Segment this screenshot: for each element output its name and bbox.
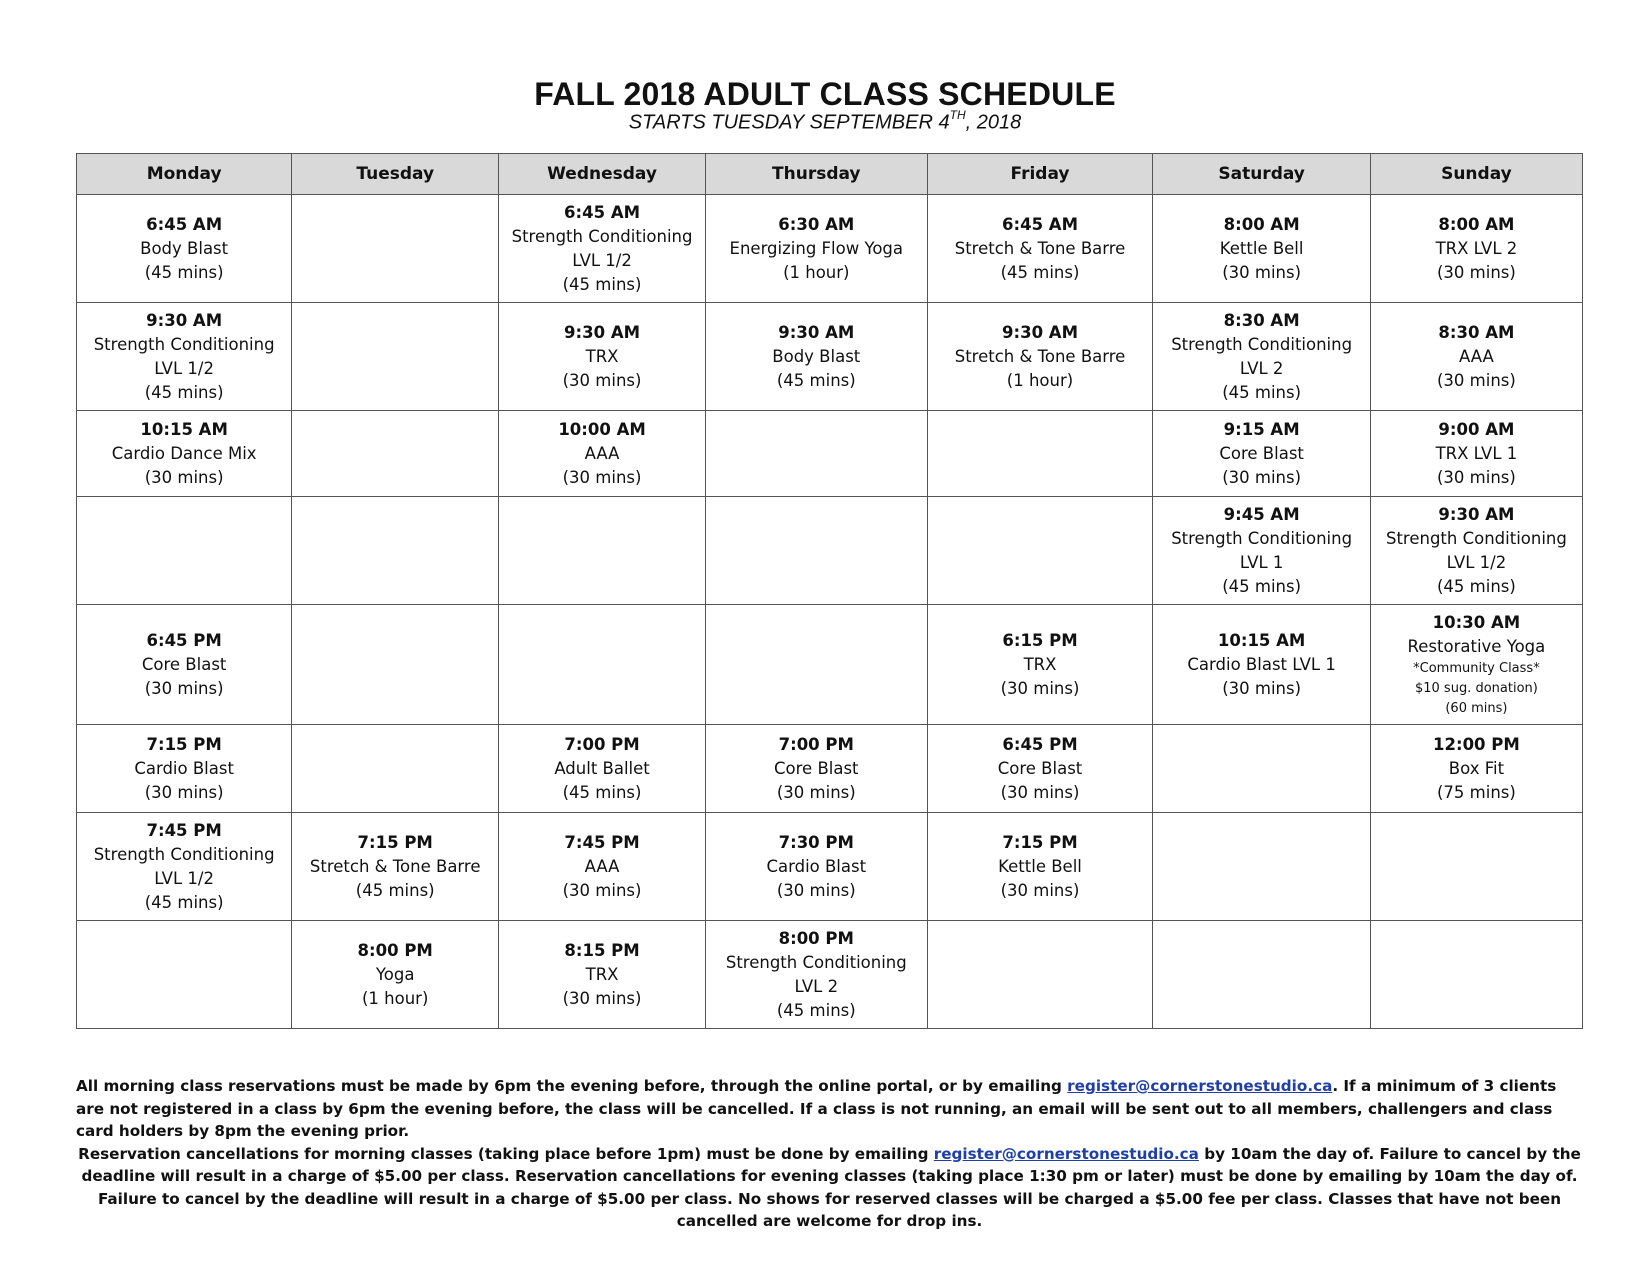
class-duration: (45 mins) <box>144 262 224 282</box>
subtitle-superscript: TH <box>949 108 966 122</box>
class-name: TRX <box>1023 654 1057 674</box>
class-slot <box>927 725 1153 813</box>
class-duration: (30 mins) <box>1222 467 1302 487</box>
class-duration: (30 mins) <box>144 467 224 487</box>
class-slot <box>1370 195 1582 303</box>
empty-slot <box>705 411 927 497</box>
class-duration: (30 mins) <box>1000 678 1080 698</box>
class-duration: (30 mins) <box>1000 880 1080 900</box>
class-time: 9:30 AM <box>778 322 855 342</box>
class-duration: (30 mins) <box>1437 467 1516 487</box>
class-time: 6:45 PM <box>146 630 222 650</box>
empty-slot <box>292 605 499 725</box>
class-name: Body Blast <box>772 346 861 366</box>
class-time: 7:00 PM <box>564 734 640 754</box>
empty-slot <box>499 497 706 605</box>
class-name: Cardio Blast <box>134 758 234 778</box>
schedule-row <box>77 813 1583 921</box>
class-name: Restorative Yoga <box>1407 636 1546 656</box>
class-time: 7:45 PM <box>564 832 640 852</box>
schedule-row <box>77 411 1583 497</box>
class-duration: (75 mins) <box>1437 782 1516 802</box>
class-slot <box>1370 605 1582 725</box>
class-duration: (45 mins) <box>144 382 224 402</box>
class-duration: (30 mins) <box>562 880 642 900</box>
class-time: 7:15 PM <box>146 734 222 754</box>
class-time: 9:30 AM <box>564 322 641 342</box>
class-time: 6:45 AM <box>564 202 641 222</box>
empty-slot <box>292 195 499 303</box>
class-duration: (45 mins) <box>1437 576 1516 596</box>
class-duration: (1 hour) <box>783 262 850 282</box>
class-note: (60 mins) <box>1445 700 1508 716</box>
class-time: 9:30 AM <box>1438 504 1515 524</box>
class-time: 8:30 AM <box>1223 310 1300 330</box>
class-time: 8:00 AM <box>1438 214 1515 234</box>
class-slot <box>927 195 1153 303</box>
class-name: Strength Conditioning <box>1171 334 1353 354</box>
class-slot <box>499 921 706 1029</box>
day-header-tuesday: Tuesday <box>292 154 499 195</box>
class-slot <box>705 303 927 411</box>
class-name: LVL 1/2 <box>154 868 214 888</box>
class-name: Body Blast <box>140 238 229 258</box>
class-duration: (45 mins) <box>562 782 642 802</box>
class-duration: (30 mins) <box>144 678 224 698</box>
empty-slot <box>1153 725 1370 813</box>
schedule-table <box>76 153 1583 1029</box>
class-slot <box>499 411 706 497</box>
class-time: 12:00 PM <box>1433 734 1520 754</box>
class-slot <box>705 921 927 1029</box>
email-link[interactable]: register@cornerstonestudio.ca <box>933 1144 1199 1163</box>
empty-slot <box>292 411 499 497</box>
empty-slot <box>1370 921 1582 1029</box>
class-slot <box>705 195 927 303</box>
empty-slot <box>77 921 292 1029</box>
class-time: 9:30 AM <box>1002 322 1078 342</box>
empty-slot <box>499 605 706 725</box>
reservation-policy-text-cont: . If a minimum of 3 clients are not registered in a class by 6pm the evening before, the class will be cancelled. If a class is not running, an email will be sent out to all members, challengers and class card holders by 8pm the evening prior. <box>76 1077 1557 1140</box>
schedule-row <box>77 921 1583 1029</box>
class-name: AAA <box>584 443 620 463</box>
class-duration: (30 mins) <box>562 467 642 487</box>
class-name: LVL 1/2 <box>154 358 214 378</box>
class-slot <box>1153 605 1370 725</box>
policy-notes <box>76 1075 1583 1233</box>
class-time: 8:00 PM <box>357 940 433 960</box>
class-time: 7:45 PM <box>146 820 222 840</box>
class-slot <box>292 813 499 921</box>
class-name: Stretch & Tone Barre <box>954 346 1126 366</box>
class-name: AAA <box>584 856 620 876</box>
class-name: Strength Conditioning <box>93 844 275 864</box>
subtitle-year: , 2018 <box>965 111 1022 134</box>
class-name: Strength Conditioning <box>725 952 907 972</box>
class-slot <box>499 813 706 921</box>
class-note: *Community Class* <box>1413 660 1540 676</box>
class-slot <box>499 195 706 303</box>
class-name: Core Blast <box>141 654 227 674</box>
class-name: TRX <box>585 964 619 984</box>
class-duration: (30 mins) <box>1437 262 1516 282</box>
cancellation-policy-text-cont: by 10am the day of. Failure to cancel by the deadline will result in a charge of $5.00 per class. Reservation cancellations for evening classes (taking place 1:30 pm or later) must be done by emailing by 10am the day of. Failure to cancel by the deadline will result in a charge of $5.00 per class. No shows for reserved classes will be charged a $5.00 fee per class. Classes that have not been cancelled are welcome for drop ins. <box>81 1144 1581 1230</box>
class-name: LVL 1/2 <box>1446 552 1507 572</box>
class-time: 9:00 AM <box>1438 419 1515 439</box>
day-header-friday: Friday <box>927 154 1153 195</box>
class-name: Kettle Bell <box>998 856 1082 876</box>
class-duration: (45 mins) <box>355 880 435 900</box>
class-slot <box>1153 411 1370 497</box>
class-duration: (30 mins) <box>562 370 642 390</box>
class-time: 8:30 AM <box>1438 322 1515 342</box>
class-name: Core Blast <box>997 758 1083 778</box>
cancellation-policy-text: Reservation cancellations for morning classes (taking place before 1pm) must be done by emailing <box>78 1144 934 1163</box>
class-name: TRX LVL 1 <box>1435 443 1518 463</box>
cancellation-policy <box>76 1143 1583 1233</box>
class-slot <box>705 725 927 813</box>
class-time: 9:15 AM <box>1223 419 1300 439</box>
class-slot <box>1370 411 1582 497</box>
class-name: Stretch & Tone Barre <box>954 238 1126 258</box>
email-link[interactable]: register@cornerstonestudio.ca <box>1067 1077 1333 1095</box>
class-name: Box Fit <box>1448 758 1505 778</box>
day-header-wednesday: Wednesday <box>499 154 706 195</box>
class-time: 10:15 AM <box>1217 630 1306 650</box>
class-duration: (30 mins) <box>1222 262 1302 282</box>
class-duration: (30 mins) <box>562 988 642 1008</box>
class-duration: (45 mins) <box>776 370 856 390</box>
class-duration: (30 mins) <box>1437 370 1516 390</box>
day-header-monday: Monday <box>77 154 292 195</box>
empty-slot <box>292 725 499 813</box>
class-time: 8:00 AM <box>1223 214 1300 234</box>
class-time: 9:45 AM <box>1223 504 1300 524</box>
class-time: 6:45 PM <box>1002 734 1078 754</box>
class-time: 6:45 AM <box>1002 214 1078 234</box>
class-name: LVL 1 <box>1239 552 1284 572</box>
class-name: Stretch & Tone Barre <box>309 856 481 876</box>
empty-slot <box>1370 813 1582 921</box>
class-duration: (45 mins) <box>776 1000 856 1020</box>
day-header-row <box>77 154 1583 195</box>
class-slot <box>77 725 292 813</box>
class-name: Yoga <box>375 964 415 984</box>
schedule-row <box>77 605 1583 725</box>
class-name: TRX LVL 2 <box>1435 238 1518 258</box>
class-slot <box>77 605 292 725</box>
class-name: LVL 1/2 <box>572 250 632 270</box>
class-duration: (30 mins) <box>144 782 224 802</box>
class-slot <box>1153 303 1370 411</box>
class-name: Core Blast <box>774 758 859 778</box>
subtitle-text: STARTS TUESDAY SEPTEMBER 4 <box>628 111 950 134</box>
class-duration: (30 mins) <box>1000 782 1080 802</box>
empty-slot <box>292 497 499 605</box>
class-slot <box>77 303 292 411</box>
class-name: LVL 2 <box>1239 358 1284 378</box>
empty-slot <box>292 303 499 411</box>
empty-slot <box>927 497 1153 605</box>
class-slot <box>77 195 292 303</box>
class-slot <box>705 813 927 921</box>
class-note: $10 sug. donation) <box>1414 680 1538 696</box>
class-slot <box>927 303 1153 411</box>
class-time: 6:15 PM <box>1002 630 1078 650</box>
class-slot <box>927 813 1153 921</box>
class-duration: (45 mins) <box>1000 262 1080 282</box>
empty-slot <box>1153 813 1370 921</box>
class-name: Strength Conditioning <box>511 226 693 246</box>
class-name: TRX <box>585 346 619 366</box>
empty-slot <box>77 497 292 605</box>
class-duration: (1 hour) <box>361 988 429 1008</box>
empty-slot <box>1153 921 1370 1029</box>
class-slot <box>499 303 706 411</box>
class-slot <box>1370 303 1582 411</box>
class-duration: (45 mins) <box>1222 576 1302 596</box>
class-name: Kettle Bell <box>1219 238 1304 258</box>
reservation-policy <box>76 1075 1583 1143</box>
empty-slot <box>927 921 1153 1029</box>
class-time: 7:00 PM <box>778 734 854 754</box>
page-title: FALL 2018 ADULT CLASS SCHEDULE <box>534 76 1116 112</box>
class-name: Cardio Blast LVL 1 <box>1187 654 1336 674</box>
class-time: 8:15 PM <box>564 940 640 960</box>
schedule-row <box>77 195 1583 303</box>
class-duration: (30 mins) <box>776 782 856 802</box>
class-slot <box>77 411 292 497</box>
class-name: LVL 2 <box>794 976 839 996</box>
class-name: Strength Conditioning <box>1385 528 1567 548</box>
class-duration: (30 mins) <box>776 880 856 900</box>
day-header-thursday: Thursday <box>705 154 927 195</box>
class-name: Strength Conditioning <box>1171 528 1353 548</box>
class-name: Strength Conditioning <box>93 334 275 354</box>
class-time: 6:30 AM <box>778 214 855 234</box>
class-time: 7:15 PM <box>1002 832 1078 852</box>
class-slot <box>1370 497 1582 605</box>
class-slot <box>1153 195 1370 303</box>
day-header-saturday: Saturday <box>1153 154 1370 195</box>
reservation-policy-text: All morning class reservations must be made by 6pm the evening before, through the online portal, or by emailing <box>76 1077 1068 1095</box>
class-slot <box>1153 497 1370 605</box>
class-slot <box>1370 725 1582 813</box>
class-duration: (45 mins) <box>1222 382 1302 402</box>
class-time: 7:15 PM <box>357 832 433 852</box>
class-time: 10:30 AM <box>1432 612 1521 632</box>
class-time: 6:45 AM <box>146 214 223 234</box>
class-time: 10:15 AM <box>140 419 228 439</box>
class-duration: (45 mins) <box>144 892 224 912</box>
class-time: 10:00 AM <box>558 419 646 439</box>
class-name: Adult Ballet <box>554 758 650 778</box>
class-name: Cardio Blast <box>766 856 867 876</box>
empty-slot <box>705 605 927 725</box>
schedule-row <box>77 725 1583 813</box>
class-name: Cardio Dance Mix <box>111 443 257 463</box>
class-duration: (1 hour) <box>1006 370 1074 390</box>
day-header-sunday: Sunday <box>1370 154 1582 195</box>
class-slot <box>499 725 706 813</box>
class-slot <box>292 921 499 1029</box>
class-name: Energizing Flow Yoga <box>729 238 904 258</box>
schedule-row <box>77 303 1583 411</box>
class-slot <box>77 813 292 921</box>
empty-slot <box>705 497 927 605</box>
class-time: 8:00 PM <box>778 928 854 948</box>
class-time: 7:30 PM <box>778 832 854 852</box>
class-duration: (30 mins) <box>1222 678 1302 698</box>
class-slot <box>927 605 1153 725</box>
schedule-row <box>77 497 1583 605</box>
empty-slot <box>927 411 1153 497</box>
class-name: Core Blast <box>1219 443 1304 463</box>
page-subtitle <box>0 110 1650 135</box>
class-duration: (45 mins) <box>562 274 642 294</box>
class-name: AAA <box>1459 346 1494 366</box>
class-time: 9:30 AM <box>146 310 223 330</box>
